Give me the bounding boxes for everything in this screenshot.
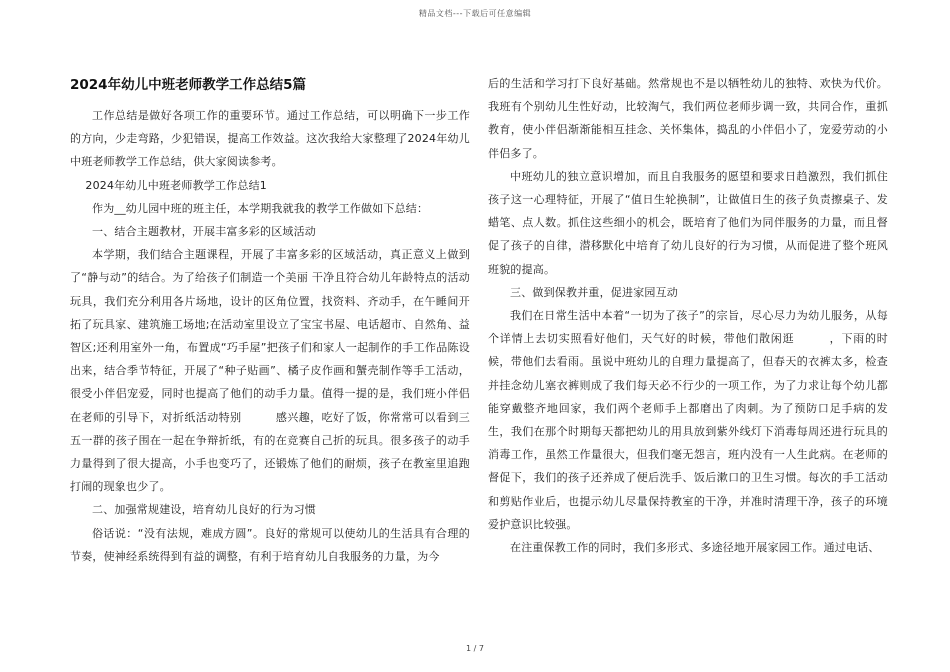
document-title: 2024年幼儿中班老师教学工作总结5篇 bbox=[70, 77, 306, 93]
section-heading: 三、做到保教并重，促进家园互动 bbox=[510, 285, 678, 299]
section-heading: 2024年幼儿中班老师教学工作总结1 bbox=[85, 178, 267, 192]
paragraph: 我们在日常生活中本着“一切为了孩子”的宗旨，尽心尽力为幼儿服务，从每个详情上去切实照看好他们，天气好的时候，带他们散闲逛 ，下雨的时候，带他们去看雨。虽说中班幼儿的自理力量提高了，但春天的衣裤太多，检查并挂念幼儿塞衣裤则成了我们每天必不行少的一项工作，为了力求让每个幼儿都能穿戴整齐地回家，我们两个老师手上都磨出了肉刺。为了预防口足手病的发生，我们在那个时期每天都把幼儿的用具放到紫外线灯下消毒每周还进行玩具的消毒工作，虽然工作量很大，但我们毫无怨言，班内没有一人生此病。在老师的督促下，我们的孩子还养成了便后洗手、饭后漱口的卫生习惯。每次的手工活动和剪贴作业后，也提示幼儿尽量保持教室的干净，并准时清理干净，孩子的环境爱护意识比较强。 bbox=[488, 309, 888, 531]
left-column bbox=[70, 72, 470, 568]
page-number: 1 / 7 bbox=[466, 644, 484, 653]
paragraph: 俗话说：“没有法规，难成方圆”。良好的常规可以使幼儿的生活具有合理的节奏，使神经系统得到有益的调整，有利于培育幼儿自我服务的力量，为今 bbox=[70, 526, 470, 563]
section-heading: 二、加强常规建设，培育幼儿良好的行为习惯 bbox=[92, 503, 316, 517]
section-heading: 一、结合主题教材，开展丰富多彩的区域活动 bbox=[92, 225, 316, 239]
header-note: 精品文档---下载后可任意编辑 bbox=[418, 9, 532, 18]
paragraph: 工作总结是做好各项工作的重要环节。通过工作总结，可以明确下一步工作的方向，少走弯路，少犯错误，提高工作效益。这次我给大家整理了2024年幼儿中班老师教学工作总结，供大家阅读参考。 bbox=[70, 109, 470, 169]
paragraph: 中班幼儿的独立意识增加，而且自我服务的愿望和要求日趋激烈，我们抓住孩子这一心理特征，开展了“值日生轮换制”，让做值日生的孩子负责擦桌子、发蜡笔、点人数。抓住这些细小的机会，既培育了他们为同伴服务的力量，而且督促了孩子的自律，潜移默化中培育了幼儿良好的行为习惯，从而促进了整个班风班貌的提高。 bbox=[488, 169, 888, 276]
paragraph: 在注重保教工作的同时，我们多形式、多途径地开展家园工作。通过电话、 bbox=[510, 541, 880, 555]
paragraph: 作为__幼儿园中班的班主任，本学期我就我的教学工作做如下总结： bbox=[92, 201, 429, 215]
right-column bbox=[488, 72, 888, 559]
paragraph-continued: 后的生活和学习打下良好基础。然常规也不是以牺牲幼儿的独特、欢快为代价。我班有个别幼儿生性好动，比较淘气，我们两位老师步调一致，共同合作，重抓教育，使小伴侣渐渐能相互挂念、关怀集体，捣乱的小伴侣小了，宠爱劳动的小伴侣多了。 bbox=[488, 77, 888, 160]
paragraph: 本学期，我们结合主题课程，开展了丰富多彩的区域活动，真正意义上做到了“静与动”的结合。为了给孩子们制造一个美丽 干净且符合幼儿年龄特点的活动玩具，我们充分利用各片场地，设计的区角位置，找资料、齐动手，在午睡间开拓了玩具家、建筑施工场地;在活动室里设立了宝宝书屋、电话超市、自然角、益智区;还利用室外一角，布置成“巧手屋”把孩子们和家人一起制作的手工作品陈设出来，结合季节特征，开展了“种子贴画”、橘子皮作画和蟹壳制作等手工活动，很受小伴侣宠爱，同时也提高了他们的动手力量。值得一提的是，我们班小伴侣在老师的引导下，对折纸活动特别 感兴趣，吃好了饭，你常常可以看到三五一群的孩子围在一起在争辩折纸，有的在竞赛自己折的玩具。很多孩子的动手力量得到了很大提高，小手也变巧了，还锻炼了他们的耐烦，孩子在教室里追跑打闹的现象也少了。 bbox=[70, 248, 470, 494]
